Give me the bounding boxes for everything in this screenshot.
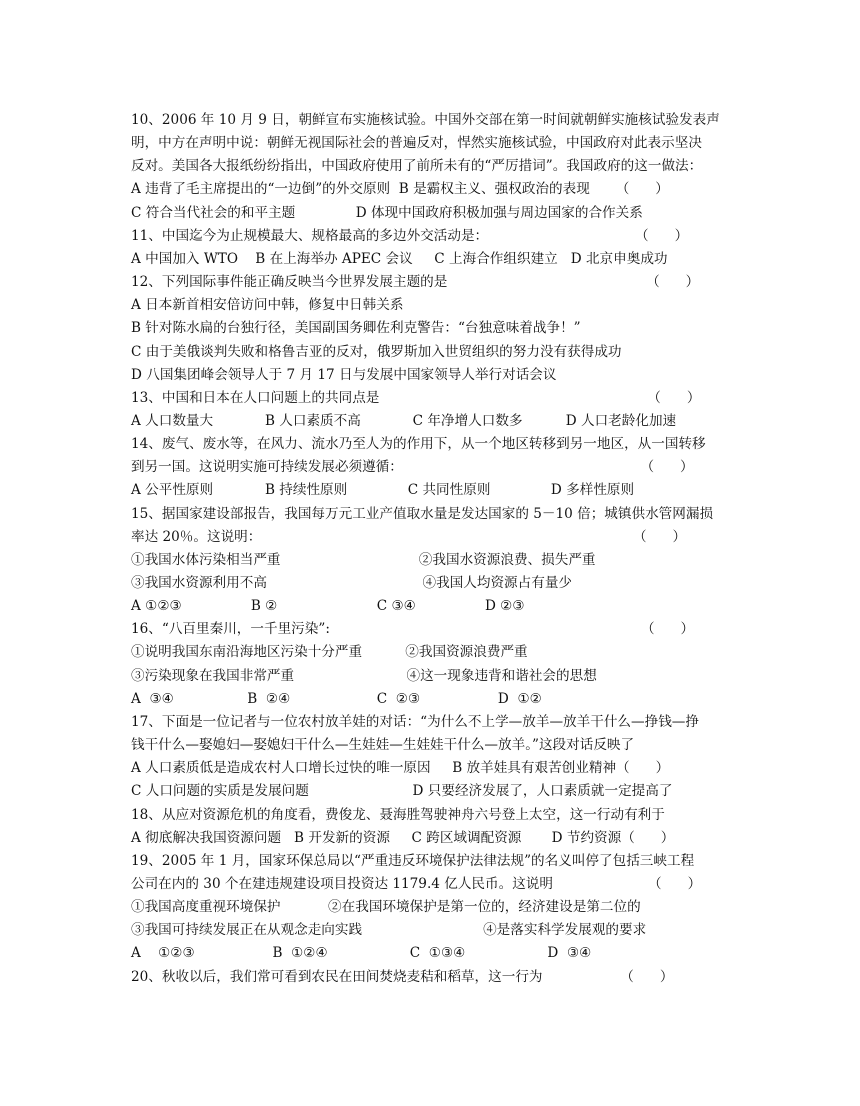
text-line: 14、废气、废水等，在风力、流水乃至人为的作用下，从一个地区转移到另一地区，从一国转移 bbox=[131, 436, 706, 453]
text-line: 11、中国迄今为止规模最大、规格最高的多边外交活动是： （ ） bbox=[131, 227, 689, 244]
text-line: 16、“八百里秦川，一千里污染”: （ ） bbox=[131, 621, 695, 638]
text-line: ①我国水体污染相当严重 ②我国水资源浪费、损失严重 bbox=[131, 551, 596, 568]
text-line: A 中国加入 WTO B 在上海举办 APEC 会议 C 上海合作组织建立 D 北京申奥成功 bbox=[131, 250, 668, 267]
text-line: ③污染现象在我国非常严重 ④这一现象违背和谐社会的思想 bbox=[131, 667, 597, 684]
text-line: C 符合当代社会的和平主题 D 体现中国政府积极加强与周边国家的合作关系 bbox=[131, 204, 643, 221]
text-line: 18、从应对资源危机的角度看，费俊龙、聂海胜驾驶神舟六号登上太空，这一行动有利于 bbox=[131, 806, 665, 823]
text-line: 钱干什么—娶媳妇—娶媳妇干什么—生娃娃—生娃娃干什么—放羊。”这段对话反映了 bbox=[131, 737, 635, 754]
text-line: ①说明我国东南沿海地区污染十分严重 ②我国资源浪费严重 bbox=[131, 644, 528, 661]
text-line: 到另一国。这说明实施可持续发展必须遵循： （ ） bbox=[131, 459, 694, 476]
text-line: A 违背了毛主席提出的“一边倒”的外交原则 B 是霸权主义、强权政治的表现 （ ） bbox=[131, 181, 669, 198]
text-line: 10、2006 年 10 月 9 日，朝鲜宣布实施核试验。中国外交部在第一时间就朝鲜实施核试验发表声 bbox=[131, 112, 720, 128]
text-line: 17、下面是一位记者与一位农村放羊娃的对话：“为什么不上学—放羊—放羊干什么—挣钱—挣 bbox=[131, 713, 699, 730]
text-line: A ③④ B ②④ C ②③ D ①② bbox=[131, 690, 542, 707]
text-line: A 公平性原则 B 持续性原则 C 共同性原则 D 多样性原则 bbox=[131, 482, 635, 499]
text-line: D 八国集团峰会领导人于 7 月 17 日与发展中国家领导人举行对话会议 bbox=[131, 366, 557, 383]
text-line: 12、下列国际事件能正确反映当今世界发展主题的是 （ ） bbox=[131, 274, 700, 291]
text-line: A 彻底解决我国资源问题 B 开发新的资源 C 跨区域调配资源 D 节约资源（ ） bbox=[131, 829, 675, 846]
text-line: 19、2005 年 1 月，国家环保总局以“严重违反环境保护法律法规”的名义叫停了包括三峡工程 bbox=[131, 852, 695, 869]
text-line: ③我国水资源利用不高 ④我国人均资源占有量少 bbox=[131, 575, 573, 591]
text-line: C 人口问题的实质是发展问题 D 只要经济发展了，人口素质就一定提高了 bbox=[131, 783, 673, 800]
text-line: ③我国可持续发展正在从观念走向实践 ④是落实科学发展观的要求 bbox=[131, 922, 647, 939]
text-line: 率达 20％。这说明： （ ） bbox=[131, 528, 687, 545]
text-line: A 日本新首相安倍访问中韩，修复中日韩关系 bbox=[131, 297, 404, 314]
text-line: 20、秋收以后，我们常可看到农民在田间焚烧麦秸和稻草，这一行为 （ ） bbox=[131, 968, 674, 985]
text-line: C 由于美俄谈判失败和格鲁吉亚的反对，俄罗斯加入世贸组织的努力没有获得成功 bbox=[131, 343, 622, 360]
text-line: B 针对陈水扁的台独行径，美国副国务卿佐利克警告：“台独意味着战争！” bbox=[131, 320, 581, 337]
text-line: A ①②③ B ② C ③④ D ②③ bbox=[131, 598, 525, 615]
text-line: A 人口数量大 B 人口素质不高 C 年净增人口数多 D 人口老龄化加速 bbox=[131, 412, 677, 429]
text-line: 明，中方在声明中说：朝鲜无视国际社会的普遍反对，悍然实施核试验，中国政府对此表示坚决 bbox=[131, 135, 702, 152]
text-line: A 人口素质低是造成农村人口增长过快的唯一原因 B 放羊娃具有艰苦创业精神（ ） bbox=[131, 760, 670, 777]
text-line: 13、中国和日本在人口问题上的共同点是 （ ） bbox=[131, 389, 701, 406]
text-line: 15、据国家建设部报告，我国每万元工业产值取水量是发达国家的 5－10 倍；城镇供水管网漏损 bbox=[131, 505, 714, 522]
text-line: 反对。美国各大报纸纷纷指出，中国政府使用了前所未有的“严厉措词”。我国政府的这一做法： bbox=[131, 158, 703, 175]
text-line: A ①②③ B ①②④ C ①③④ D ③④ bbox=[131, 945, 592, 962]
text-line: ①我国高度重视环境保护 ②在我国环境保护是第一位的，经济建设是第二位的 bbox=[131, 899, 641, 916]
text-line: 公司在内的 30 个在建违规建设项目投资达 1179.4 亿人民币。这说明 （ ） bbox=[131, 875, 702, 892]
